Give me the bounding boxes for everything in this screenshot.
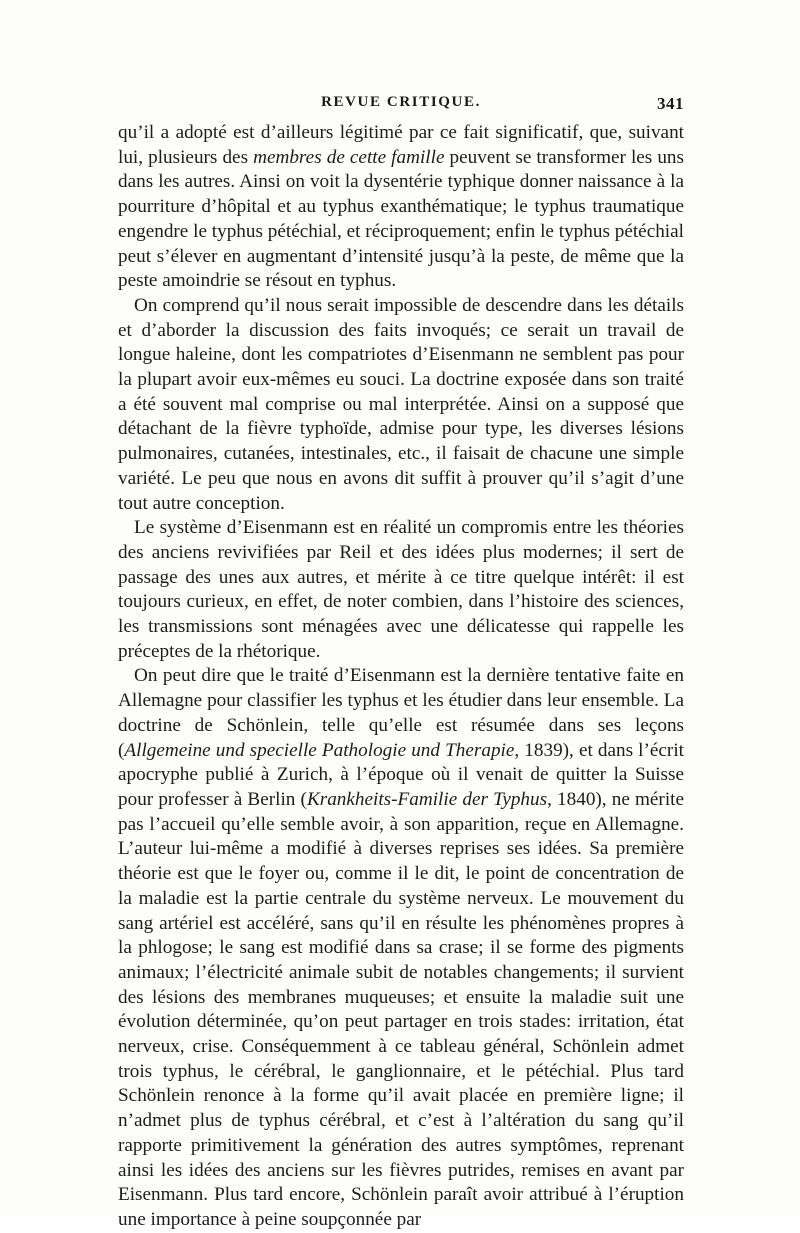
text-run: Le système d’Eisenmann est en réalité un compromis entre les théories des anciens revivifiées par Reil et des idées plus modernes; il sert de passage des unes aux autres, et mérite à ce titre quelque intérêt: il est toujours curieux, en effet, de noter combien, dans l’histoire des sciences, les transmissions sont ménagées avec une délicatesse qui rappelle les préceptes de la rhétorique. — [118, 517, 684, 662]
italic-title: membres de cette famille — [253, 146, 445, 168]
text-run: , 1839), et dans l’écrit apocryphe publié à Zurich, à l’époque où il venait de quitter la Suisse pour professer à Berlin ( — [118, 739, 684, 810]
text-run: On comprend qu’il nous serait impossible de descendre dans les détails et d’aborder la discussion des faits invoqués; ce serait un travail de longue haleine, dont les compatriotes d’Eisenmann ne semblent pas pour la plupart avoir eux-mêmes eu souci. La doctrine exposée dans son traité a été souvent mal comprise ou mal interprétée. Ainsi on a supposé que détachant de la fièvre typhoïde, admise pour type, les diverses lésions pulmonaires, cutanées, intestinales, etc., il faisait de chacune une simple variété. Le peu que nous en avons dit suffit à prouver qu’il s’agit d’une tout autre conception. — [118, 294, 684, 514]
paragraph — [118, 516, 684, 664]
paragraph — [118, 121, 684, 294]
italic-title: Krankheits-Familie der Typhus — [306, 788, 548, 810]
text-run: , 1840), ne mérite pas l’accueil qu’elle semble avoir, à son apparition, reçue en Allemagne. L’auteur lui-même a modifié à diverses reprises ses idées. Sa première théorie est que le foyer ou, comme il le dit, le point de concentration de la maladie est la partie centrale du système nerveux. Le mouvement du sang artériel est accéléré, sans qu’il en résulte les phénomènes propres à la phlogose; le sang est modifié dans sa crase; il se forme des pigments animaux; l’électricité animale subit de notables changements; il survient des lésions des membranes muqueuses; et ensuite la maladie suit une évolution déterminée, qu’on peut partager en trois stades: irritation, état nerveux, crise. Conséquemment à ce tableau général, Schönlein admet trois typhus, le cérébral, le ganglionnaire, et le pétéchial. Plus tard Schönlein renonce à la forme qu’il avait placée en première ligne; il n’admet plus de typhus cérébral, et c’est à l’altération du sang qu’il rapporte primitivement la génération des autres symptômes, reprenant ainsi les idées des anciens sur les fièvres putrides, remises en avant par Eisenmann. Plus tard encore, Schönlein paraît avoir attribué à l’éruption une importance à peine soupçonnée par — [118, 788, 684, 1230]
page-header — [118, 94, 684, 120]
running-head: REVUE CRITIQUE. — [321, 94, 481, 110]
text-run: qu’il a adopté est d’ailleurs légitimé par ce fait significatif, que, suivant lui, plusieurs des — [118, 122, 684, 168]
italic-title: Allgemeine und specielle Pathologie und Therapie — [124, 739, 515, 761]
page-number: 341 — [657, 94, 684, 113]
paragraph — [118, 294, 684, 516]
body-text — [118, 121, 684, 1233]
text-run: On peut dire que le traité d’Eisenmann est la dernière tentative faite en Allemagne pour classifier les typhus et les étudier dans leur ensemble. La doctrine de Schönlein, telle qu’elle est résumée dans ses leçons ( — [118, 665, 684, 761]
text-run: peuvent se transformer les uns dans les autres. Ainsi on voit la dysentérie typhique donner naissance à la pourriture d’hôpital et au typhus exanthématique; le typhus traumatique engendre le typhus pétéchial, et réciproquement; enfin le typhus pétéchial peut s’élever en augmentant d’intensité jusqu’à la peste, de même que la peste amoindrie se résout en typhus. — [118, 146, 684, 292]
paragraph — [118, 664, 684, 1232]
